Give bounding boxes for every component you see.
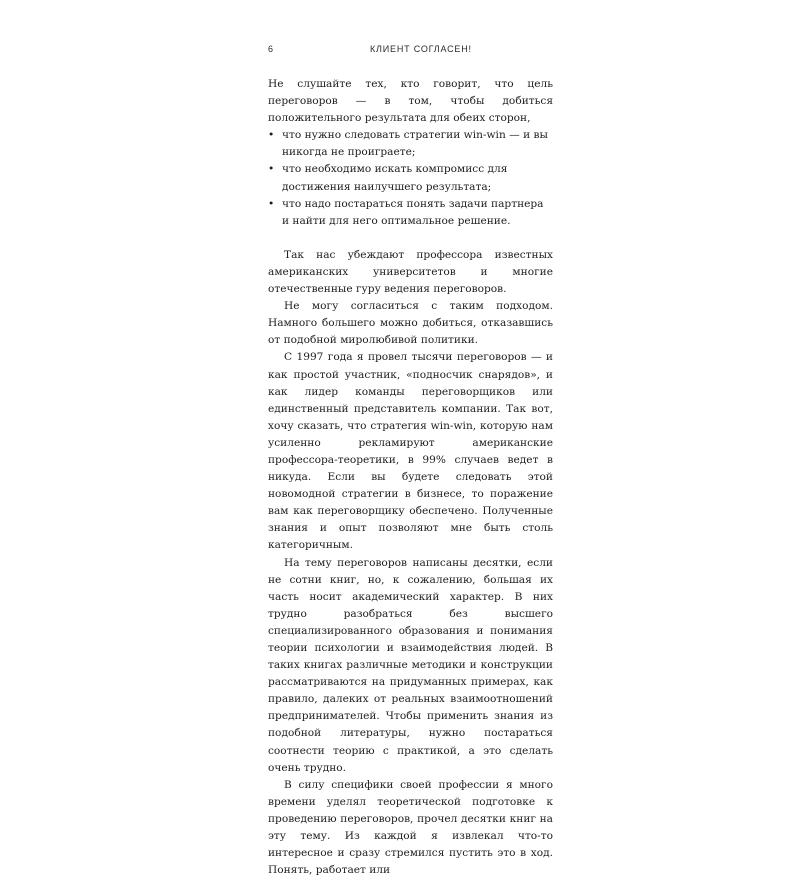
- body-paragraph: Так нас убеждают профессора известных американских университетов и многие отечественные гуру ведения переговоров.: [268, 248, 553, 296]
- bullet-mark: •: [268, 163, 275, 176]
- bullet-item: [268, 161, 553, 195]
- body-paragraph: Не могу согласиться с таким подходом. Намного большего можно добиться, отказавшись от подобной миролюбивой политики.: [268, 300, 553, 347]
- body-paragraph: На тему переговоров написаны десятки, если не сотни книг, но, к сожалению, большая их часть носит академический характер. В них трудно разобраться без высшего специализированного образования и понимания теории психологии и взаимодействия людей. В таких книгах различные методики и конструкции рассматриваются на придуманных примерах, как правило, далеких от реальных взаимоотношений предпринимателей. Чтобы применить знания из подобной литературы, нужно постараться соотнести теорию с практикой, а это сделать очень трудно.: [268, 556, 553, 774]
- bullet-item: [268, 196, 553, 230]
- bullet-text: что надо постараться понять задачи партнера и найти для него оптимальное решение.: [282, 197, 544, 227]
- bullet-mark: •: [268, 129, 275, 142]
- paragraph-gap: [268, 230, 553, 247]
- bullet-text: что необходимо искать компромисс для достижения наилучшего результата;: [282, 163, 508, 193]
- intro-paragraph: Не слушайте тех, кто говорит, что цель переговоров — в том, чтобы добиться положительного результата для обеих сторон,: [268, 78, 553, 125]
- book-title: КЛИЕНТ СОГЛАСЕН!: [370, 44, 472, 54]
- body-text: [268, 76, 553, 879]
- body-paragraph: В силу специфики своей профессии я много времени уделял теоретической подготовке к проведению переговоров, прочел десятки книг на эту тему. Из каждой я извлекал что-то интересное и сразу стремился пустить это в ход. Понять, работает или: [268, 778, 553, 877]
- bullet-mark: •: [268, 197, 275, 210]
- bullet-list: [268, 127, 553, 230]
- page-number: 6: [268, 44, 274, 54]
- bullet-text: что нужно следовать стратегии win-win — и вы никогда не проиграете;: [282, 129, 548, 159]
- body-paragraph: С 1997 года я провел тысячи переговоров — и как простой участник, «подносчик снарядов», и как лидер команды переговорщиков или единственный представитель компании. Так вот, хочу сказать, что стратегия win-win, которую нам усиленно рекламируют американские профессора-теоретики, в 99% случаев ведет в никуда. Если вы будете следовать этой новомодной стратегии в бизнесе, то поражение вам как переговорщику обеспечено. Полученные знания и опыт позволяют мне быть столь категоричным.: [268, 351, 553, 552]
- bullet-item: [268, 127, 553, 161]
